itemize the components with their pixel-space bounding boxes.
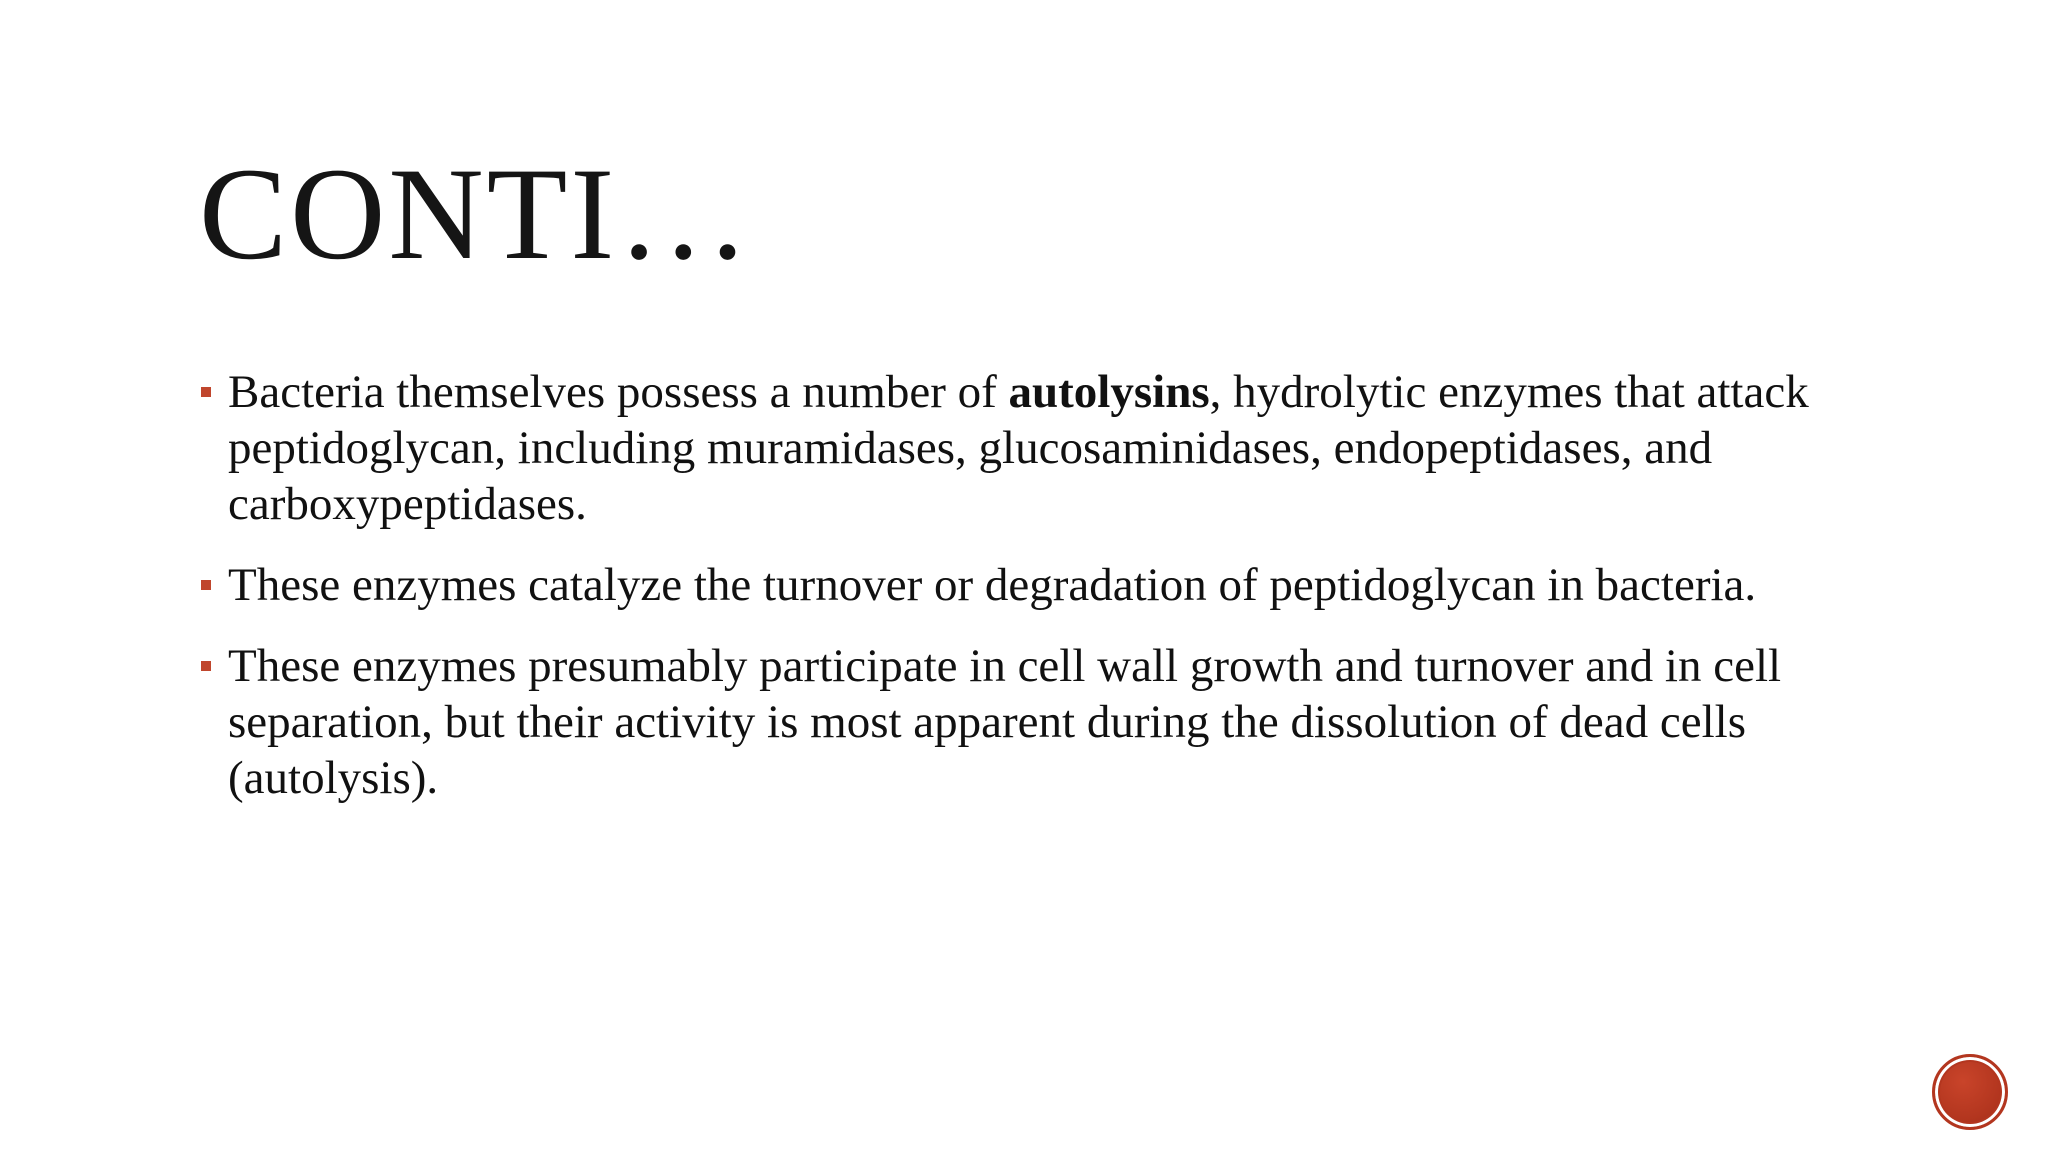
square-bullet-icon xyxy=(201,580,211,590)
square-bullet-icon xyxy=(201,387,211,397)
bullet-item xyxy=(198,364,1838,532)
bullet-text: These enzymes presumably participate in cell wall growth and turnover and in cell separation, but their activity is most apparent during the dissolution of dead cells (autolysis). xyxy=(228,640,1782,804)
square-bullet-icon xyxy=(201,661,211,671)
bullet-list xyxy=(198,364,1838,831)
bullet-text-part: Bacteria themselves possess a number of xyxy=(228,366,1009,418)
circle-nav-button-icon[interactable] xyxy=(1932,1054,2008,1130)
bullet-bold-term: autolysins xyxy=(1008,366,1210,418)
bullet-text xyxy=(228,366,1809,530)
bullet-text: These enzymes catalyze the turnover or degradation of peptidoglycan in bacteria. xyxy=(228,559,1757,611)
bullet-item xyxy=(198,557,1838,613)
slide-title: CONTI… xyxy=(199,140,753,287)
bullet-text-part: , hydrolytic enzymes that attack peptidoglycan, including muramidases, glucosaminidases, endopeptidases, and carboxypeptidases. xyxy=(228,366,1809,530)
bullet-item xyxy=(198,638,1838,806)
